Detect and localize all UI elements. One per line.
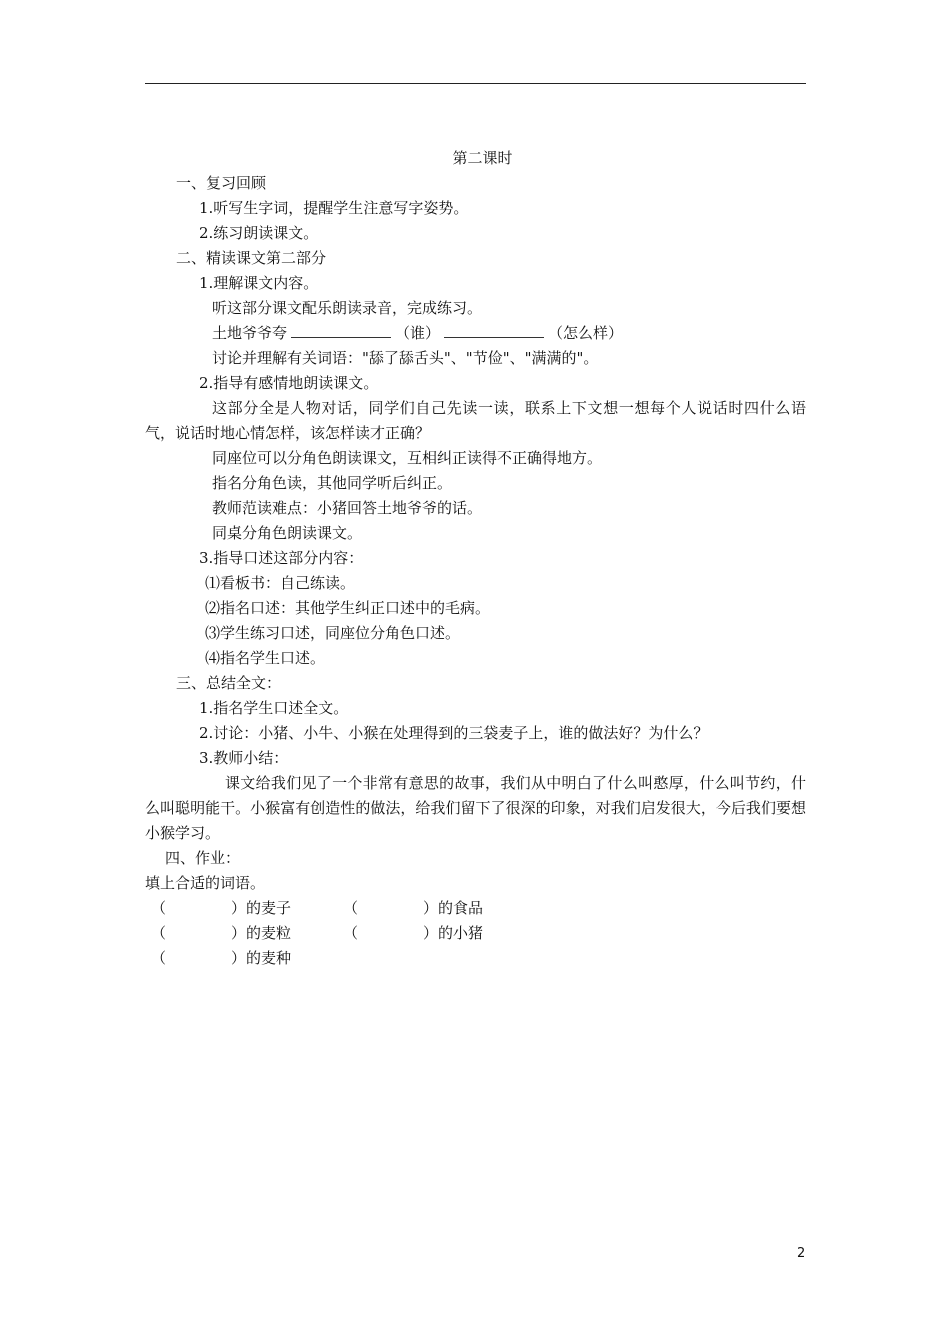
review-item-1: 1.听写生字词，提醒学生注意写字姿势。 bbox=[199, 199, 469, 217]
section-heading-summary: 三、总结全文： bbox=[176, 674, 282, 692]
close-reading-item-2-line-2: 同座位可以分角色朗读课文，互相纠正读得不正确得地方。 bbox=[212, 449, 603, 467]
close-reading-exercise-line bbox=[145, 321, 806, 346]
close-reading-item-3-sub-4: ⑷指名学生口述。 bbox=[205, 649, 326, 667]
header-rule bbox=[145, 83, 806, 84]
homework-blank-row-1 bbox=[145, 896, 806, 921]
homework-blank: （ ） 的食品 bbox=[343, 899, 484, 917]
summary-item-1: 1.指名学生口述全文。 bbox=[199, 699, 349, 717]
homework-blank-row-2 bbox=[145, 921, 806, 946]
summary-paragraph: 课文给我们见了一个非常有意思的故事，我们从中明白了什么叫憨厚，什么叫节约，什么叫聪明能干。小猴富有创造性的做法，给我们留下了很深的印象，对我们启发很大，今后我们要想小猴学习。 bbox=[145, 774, 806, 842]
section-heading-close-reading: 二、精读课文第二部分 bbox=[176, 249, 327, 267]
close-reading-item-1-line-1: 听这部分课文配乐朗读录音，完成练习。 bbox=[212, 299, 483, 317]
summary-item-2: 2.讨论：小猪、小牛、小猴在处理得到的三袋麦子上，谁的做法好？为什么？ bbox=[199, 724, 709, 742]
review-item-2: 2.练习朗读课文。 bbox=[199, 224, 319, 242]
section-heading-review: 一、复习回顾 bbox=[176, 174, 267, 192]
close-reading-item-2-line-4: 教师范读难点：小猪回答土地爷爷的话。 bbox=[212, 499, 483, 517]
homework-blank: （ ） 的麦种 bbox=[151, 949, 292, 967]
section-heading-homework: 四、作业： bbox=[165, 849, 241, 867]
close-reading-item-2-paragraph: 这部分全是人物对话，同学们自己先读一读，联系上下文想一想每个人说话时四什么语气，说话时地心情怎样，该怎样读才正确？ bbox=[145, 399, 806, 442]
close-reading-item-3-sub-3: ⑶学生练习口述，同座位分角色口述。 bbox=[205, 624, 461, 642]
homework-instruction: 填上合适的词语。 bbox=[145, 874, 266, 892]
exercise-suffix: （怎么样） bbox=[548, 324, 624, 342]
exercise-blank-how bbox=[444, 323, 544, 338]
close-reading-item-3-sub-1: ⑴看板书：自己练读。 bbox=[205, 574, 356, 592]
close-reading-item-3-sub-2: ⑵指名口述：其他学生纠正口述中的毛病。 bbox=[205, 599, 491, 617]
exercise-blank-who bbox=[291, 323, 391, 338]
homework-blank-row-3 bbox=[145, 946, 806, 971]
summary-item-3: 3.教师小结： bbox=[199, 749, 289, 767]
exercise-prefix: 土地爷爷夸 bbox=[212, 324, 288, 342]
document-body bbox=[145, 146, 806, 971]
homework-blank: （ ） 的小猪 bbox=[343, 924, 484, 942]
lesson-title: 第二课时 bbox=[452, 149, 513, 167]
close-reading-item-3: 3.指导口述这部分内容： bbox=[199, 549, 364, 567]
exercise-mid: （谁） bbox=[395, 324, 441, 342]
close-reading-item-2-line-5: 同桌分角色朗读课文。 bbox=[212, 524, 363, 542]
close-reading-item-2-line-3: 指名分角色读，其他同学听后纠正。 bbox=[212, 474, 453, 492]
homework-blank: （ ） 的麦粒 bbox=[151, 924, 292, 942]
close-reading-item-2: 2.指导有感情地朗读课文。 bbox=[199, 374, 379, 392]
close-reading-item-1: 1.理解课文内容。 bbox=[199, 274, 319, 292]
page-number: 2 bbox=[797, 1246, 806, 1261]
close-reading-item-1-line-3: 讨论并理解有关词语："舔了舔舌头"、"节俭"、"满满的"。 bbox=[212, 349, 599, 367]
homework-blank: （ ） 的麦子 bbox=[151, 899, 292, 917]
